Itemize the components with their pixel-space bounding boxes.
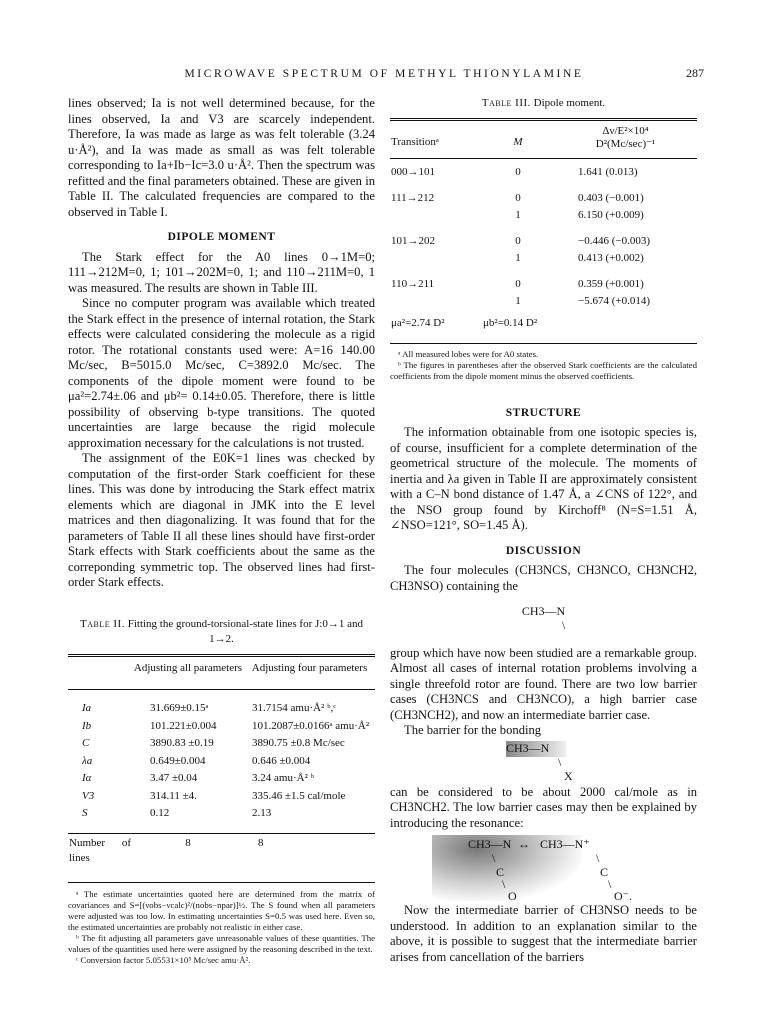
table2-label: Table II. (80, 617, 125, 630)
paragraph: can be considered to be about 2000 cal/mole as in CH3NCH2. The low barrier cases may then be explained by introducing the resonance: (390, 784, 697, 830)
table-row (68, 718, 375, 736)
table-row (68, 788, 375, 806)
table3-m: 0 (515, 165, 521, 178)
table2-symbol: C (82, 737, 90, 749)
bonding-x: X (564, 768, 573, 783)
res-ominus: O⁻. (614, 889, 632, 903)
table2-cell: 3890.83 ±0.19 (150, 737, 214, 749)
table3-value: 0.403 (−0.001) (578, 192, 644, 204)
table-row (390, 224, 697, 251)
right-column (390, 96, 697, 965)
paragraph: lines observed; Ia is not well determined because, for the lines observed, Ia and V3 are scarcely independent. Therefore, Ia was made as large as was felt tolerable (3.24 u·Å²), and Ia was made as small as was felt tolerable corresponding to Ia+Ib−Ic=3.0 u·Å². Then the spectrum was refitted and the final parameters obtained. These are given in Table II. The calculated frequencies are compared to the observed in Table I. (68, 96, 375, 219)
paragraph: The four molecules (CH3NCS, CH3NCO, CH3NCH2, CH3NSO) containing the (390, 563, 697, 593)
paragraph: The information obtainable from one isotopic species is, of course, insufficient for a complete determination of the geometrical structure of the molecule. The moments of inertia and λa given in Table II are approximately consistent with a C–N bond distance of 1.47 Å, a ∠CNS of 122°, and the NSO group found by Kirchoff⁸ (N=S=1.51 Å, ∠NSO=121°, SO=1.45 Å). (390, 425, 697, 532)
table-row (390, 181, 697, 208)
footnote: ᵃ All measured lobes were for A0 states. (398, 348, 539, 359)
table3 (390, 118, 697, 344)
footnote: ᵇ The figures in parentheses after the observed Stark coefficients are the calculated coefficients from the dipole moment minus the observed coefficients. (390, 359, 697, 381)
res-left: CH3—N (468, 837, 512, 851)
table2-caption (68, 617, 375, 648)
table3-m: 1 (515, 251, 521, 264)
table-row (68, 700, 375, 718)
table3-transition: 000→101 (391, 165, 435, 178)
table-row (68, 770, 375, 788)
table2-col1-header: Adjusting all parameters (133, 661, 243, 674)
table2-cell: 314.11 ±4. (150, 789, 197, 802)
table3-value: 0.359 (+0.001) (578, 278, 644, 290)
table2-cell: 3.47 ±0.04 (150, 772, 198, 784)
footnote: ᵃ The estimate uncertainties quoted here are determined from the matrix of covariances and S=[(νobs−νcalc)²/(nobs−npar)]½. The S found when all parameters were adjusted was too low. In estimating uncertainties S=0.5 was used here. Even so, the estimated uncertainties are probably not realistic in either case. (68, 888, 375, 932)
table3-mu-b: μb²=0.14 D² (483, 317, 538, 329)
table2-cell: 3890.75 ±0.8 Mc/sec (252, 737, 345, 749)
table2-symbol: Ia (82, 702, 92, 714)
table3-transition: 101→202 (391, 235, 435, 247)
running-head: MICROWAVE SPECTRUM OF METHYL THIONYLAMINE (184, 68, 584, 80)
table3-caption-text: Dipole moment. (533, 97, 606, 109)
table3-value: 1.641 (0.013) (578, 165, 638, 178)
res-c-right: C (600, 865, 609, 879)
bonding-diagram: CH3—N \ X (506, 740, 573, 783)
table2-symbol: Ib (82, 719, 92, 732)
footnote: ᶜ Conversion factor 5.05531×10⁵ Mc/sec amu·Å². (76, 954, 251, 965)
table2-symbol: S (82, 807, 88, 819)
bonding-ch3n: CH3—N (506, 740, 550, 755)
paragraph: The Stark effect for the A0 lines 0→1M=0; 111→212M=0, 1; 101→202M=0, 1; and 110→211M=0, 1 was measured. The results are shown in Table III. (68, 249, 375, 295)
table3-col-transition: Transitionᵃ (391, 135, 439, 148)
table2-cell: 101.2087±0.0166ᵃ amu·Å² (252, 719, 370, 732)
table2-lines-c1: 8 (185, 836, 191, 849)
table3-mu-a: μa²=2.74 D² (391, 317, 445, 329)
res-o: O (508, 889, 517, 903)
left-column (68, 96, 375, 966)
table3-col-m: M (513, 135, 523, 148)
table-row (390, 158, 697, 181)
table3-value: 6.150 (+0.009) (578, 208, 644, 221)
section-heading-discussion: DISCUSSION (505, 544, 582, 557)
table2-cell: 31.7154 amu·Å² ᵇ,ᶜ (252, 702, 337, 714)
chem-formula-ch3n: CH3—N \ (521, 604, 566, 632)
section-heading-structure: STRUCTURE (505, 406, 582, 419)
table3-transition: 110→211 (391, 278, 435, 290)
table3-label: Table III. (481, 97, 531, 109)
res-c-left: C (496, 865, 505, 879)
page-number: 287 (686, 66, 704, 80)
chem-ch3n-text: CH3—N (521, 604, 566, 618)
table2 (68, 654, 375, 883)
table-row (390, 294, 697, 311)
table2-cell: 335.46 ±1.5 cal/mole (252, 789, 346, 802)
table-row (390, 208, 697, 225)
res-right: CH3—N⁺ (540, 837, 590, 851)
table-row (68, 753, 375, 771)
table3-m: 0 (515, 278, 521, 290)
table2-symbol: λa (82, 754, 93, 767)
table3-m: 0 (515, 192, 521, 204)
table2-lines-label: Number of lines (69, 836, 131, 864)
table3-m: 1 (515, 294, 521, 307)
table-row (390, 251, 697, 268)
table-row (68, 735, 375, 753)
section-heading-dipole: DIPOLE MOMENT (167, 231, 276, 243)
paragraph: The barrier for the bonding (404, 723, 542, 737)
table3-caption (390, 96, 697, 112)
table2-symbol: V3 (82, 789, 95, 802)
table3-col-d2: D²(Mc/sec)⁻¹ (595, 137, 656, 150)
table2-cell: 0.649±0.004 (150, 754, 206, 767)
paragraph: The assignment of the E0K=1 lines was checked by computation of the first-order Stark coefficient for these lines. This was done by introducing the Stark effect matrix elements which are diagonal in JMK into the E level matrices and then diagonalizing. It was found that for the parameters of Table II all these lines should have first-order Stark effects with Stark coefficients about the same as the correponding symmetric top. The observed lines had first-order Stark effects. (68, 451, 375, 589)
table2-symbol: Iα (82, 772, 92, 784)
table3-value: −5.674 (+0.014) (578, 294, 650, 307)
table2-cell: 2.13 (252, 807, 272, 819)
table2-col2-header: Adjusting four parameters (251, 661, 368, 674)
footnote: ᵇ The fit adjusting all parameters gave unreasonable values of these quantities. The values of the quantities used here were assigned by the reasoning described in the text. (68, 932, 375, 954)
table3-value: 0.413 (+0.002) (578, 251, 644, 264)
table3-m: 0 (515, 235, 521, 247)
table-row (390, 267, 697, 294)
table2-lines-c2: 8 (258, 836, 264, 849)
table3-m: 1 (515, 208, 521, 221)
paragraph: Now the intermediate barrier of CH3NSO needs to be understood. In addition to an explanation similar to the above, it is possible to suggest that the intermediate barrier arises from cancellation of the barriers (390, 903, 697, 964)
resonance-diagram: CH3—N ↔ CH3—N⁺ \ \ C C \ \ O O⁻. (390, 831, 697, 903)
res-arrow: ↔ (518, 837, 530, 851)
table2-cell: 31.669±0.15ᵃ (150, 702, 209, 714)
table2-cell: 0.646 ±0.004 (252, 754, 311, 767)
table2-cell: 101.221±0.004 (150, 719, 217, 732)
table2-caption-text: Fitting the ground-torsional-state lines for J:0→1 and 1→2. (127, 617, 363, 645)
table3-transition: 111→212 (391, 192, 435, 204)
table-row (68, 805, 375, 823)
table3-col-d1: Δν/E²×10⁴ (602, 124, 649, 137)
table2-cell: 0.12 (150, 807, 170, 819)
paragraph: group which have now been studied are a remarkable group. Almost all cases of internal rotation problems involving a single threefold rotor are found. There are two low barrier cases (CH3NCS and CH3NCO), a high barrier case (CH3NCH2), and now an intermediate barrier case. (390, 645, 697, 722)
paragraph: Since no computer program was available which treated the Stark effect in the presence of internal rotation, the Stark effects were calculated considering the molecule as a rigid rotor. The rotational constants used were: A=16 140.00 Mc/sec, B=5015.0 Mc/sec, C=3892.0 Mc/sec. The components of the dipole moment were found to be μa²=2.74±.06 and μb²= 0.14±0.05. Therefore, there is little possibility of observing b-type transitions. The quoted uncertainties are large because the rigid molecule approximation necessary for the calculations is not trusted. (68, 296, 375, 450)
table2-cell: 3.24 amu·Å² ᵇ (252, 772, 314, 784)
table3-value: −0.446 (−0.003) (578, 235, 650, 247)
